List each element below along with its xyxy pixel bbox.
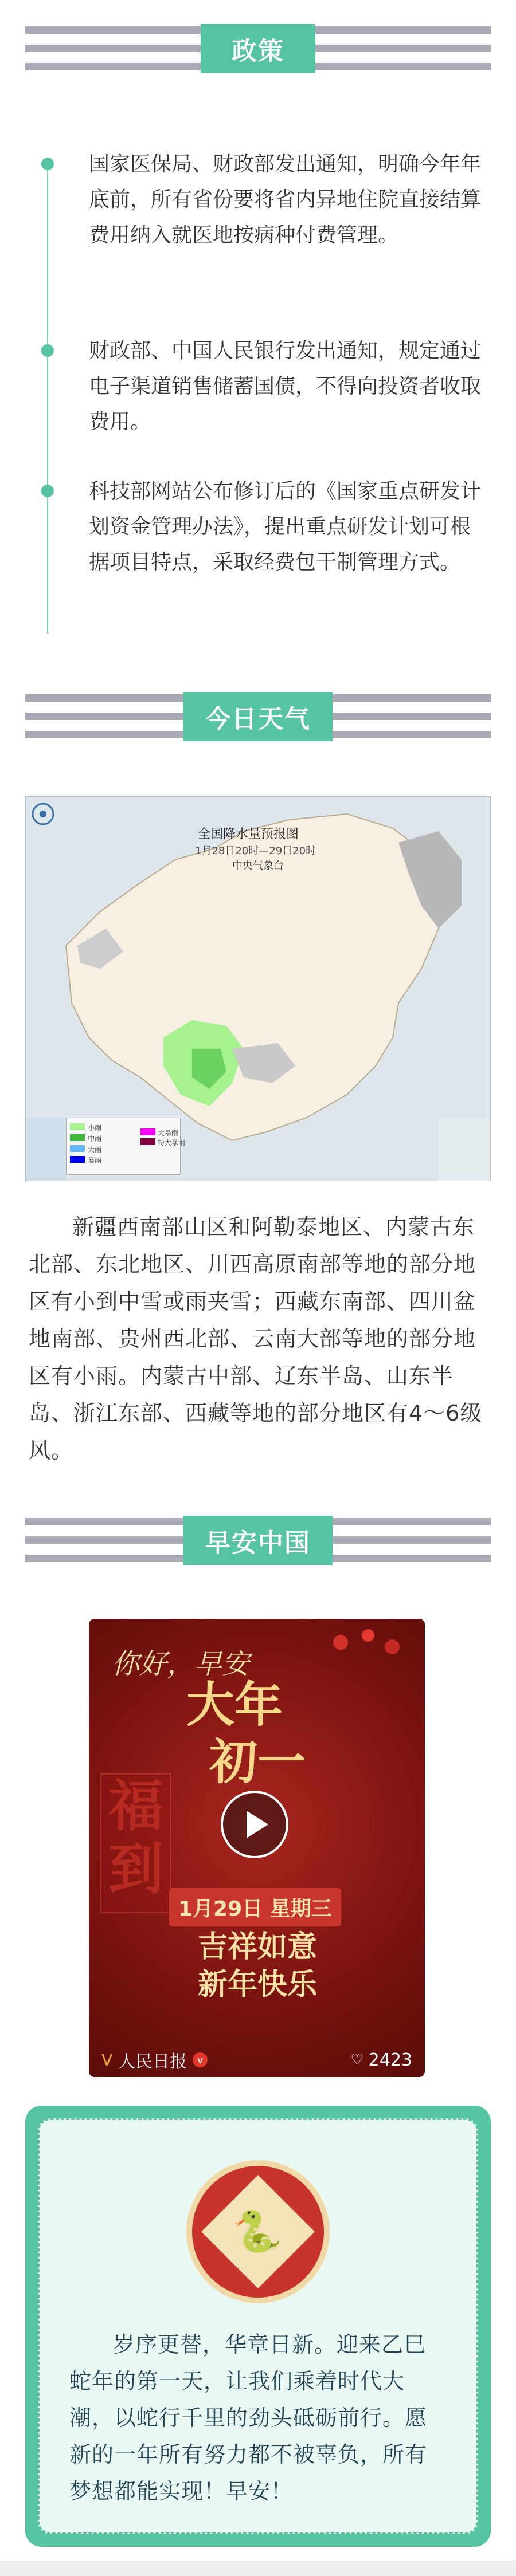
legend-label-1: 小雨 bbox=[88, 1124, 102, 1132]
legend-swatch-4 bbox=[70, 1156, 85, 1163]
policy-item-1: 国家医保局、财政部发出通知，明确今年年底前，所有省份要将省内异地住院直接结算费用纳入就医地按病种付费管理。 bbox=[89, 152, 482, 247]
bullet-dot bbox=[41, 485, 54, 497]
legend-label-5: 大暴雨 bbox=[157, 1129, 178, 1137]
section-header-weather bbox=[25, 694, 491, 739]
channels-icon: ᐯ bbox=[101, 2050, 113, 2070]
like-icon: ♡ bbox=[350, 2051, 364, 2068]
brand-name: 人民日报 bbox=[118, 2052, 187, 2072]
map-org: 中央气象台 bbox=[232, 860, 284, 872]
legend-label-4: 暴雨 bbox=[88, 1157, 102, 1165]
video-title-line1: 大年 bbox=[186, 1676, 283, 1733]
bottom-bar bbox=[0, 2561, 516, 2576]
snake-year-badge bbox=[186, 2160, 330, 2303]
play-icon bbox=[247, 1811, 268, 1838]
precipitation-map[interactable] bbox=[25, 796, 491, 1181]
policy-item-2: 财政部、中国人民银行发出通知，规定通过电子渠道销售储蓄国债，不得向投资者收取费用。 bbox=[89, 339, 482, 434]
legend-swatch-5 bbox=[140, 1128, 155, 1135]
bullet-dot bbox=[41, 158, 54, 170]
play-button[interactable] bbox=[221, 1791, 288, 1858]
video-wish bbox=[198, 1928, 317, 2004]
map-legend-2 bbox=[140, 1128, 185, 1147]
bullet-dot bbox=[41, 344, 54, 357]
snake-icon: 🐍 bbox=[233, 2208, 283, 2255]
policy-item-3: 科技部网站公布修订后的《国家重点研发计划资金管理办法》，提出重点研发计划可根据项目特点，采取经费包干制管理方式。 bbox=[89, 479, 482, 574]
legend-swatch-3 bbox=[70, 1145, 85, 1152]
section-title-morning: 早安中国 bbox=[183, 1516, 333, 1565]
verified-icon: v bbox=[193, 2052, 208, 2067]
section-header-policy bbox=[25, 26, 491, 71]
video-wish-line1: 吉祥如意 bbox=[198, 1929, 318, 1964]
berries-decoration bbox=[327, 1625, 419, 1665]
video-player[interactable] bbox=[89, 1619, 425, 2077]
like-count-group[interactable] bbox=[350, 2050, 412, 2070]
section-header-morning bbox=[25, 1518, 491, 1563]
weather-description: 新疆西南部山区和阿勒泰地区、内蒙古东北部、东北地区、川西高原南部等地的部分地区有小到中雪或雨夹雪；西藏东南部、四川盆地南部、贵州西北部、云南大部等地的部分地区有小雨。内蒙古中部、辽东半岛、山东半岛、浙江东部、西藏等地的部分地区有4～6级风。 bbox=[29, 1214, 483, 1463]
map-time: 1月28日20时—29日20时 bbox=[195, 845, 316, 857]
legend-swatch-6 bbox=[140, 1138, 155, 1145]
video-brand[interactable] bbox=[101, 2047, 208, 2072]
section-title-policy: 政策 bbox=[201, 24, 315, 73]
video-wish-line2: 新年快乐 bbox=[198, 1967, 318, 2002]
closing-card-inner bbox=[38, 2118, 478, 2534]
legend-label-2: 中雨 bbox=[88, 1135, 102, 1143]
legend-swatch-1 bbox=[70, 1123, 85, 1130]
video-footer bbox=[89, 2043, 425, 2077]
legend-label-3: 大雨 bbox=[88, 1146, 102, 1154]
video-title bbox=[186, 1676, 306, 1791]
closing-text: 岁序更替，华章日新。迎来乙巳蛇年的第一天，让我们乘着时代大潮，以蛇行千里的劲头砥砺前行。愿新的一年所有努力都不被辜负，所有梦想都能实现！早安！ bbox=[69, 2332, 428, 2504]
legend-swatch-2 bbox=[70, 1134, 85, 1141]
video-greeting: 你好，早安 bbox=[112, 1648, 250, 1680]
video-date: 1月29日 星期三 bbox=[169, 1888, 341, 1926]
badge-diamond bbox=[201, 2175, 315, 2288]
legend-label-6: 特大暴雨 bbox=[157, 1139, 185, 1147]
like-count: 2423 bbox=[368, 2050, 412, 2070]
closing-card bbox=[25, 2106, 491, 2547]
video-title-line2: 初一 bbox=[209, 1733, 306, 1790]
map-title: 全国降水量预报图 bbox=[198, 827, 299, 841]
section-title-weather: 今日天气 bbox=[183, 692, 333, 741]
timeline-line bbox=[47, 164, 48, 634]
fu-character: 福到 bbox=[100, 1773, 171, 1913]
